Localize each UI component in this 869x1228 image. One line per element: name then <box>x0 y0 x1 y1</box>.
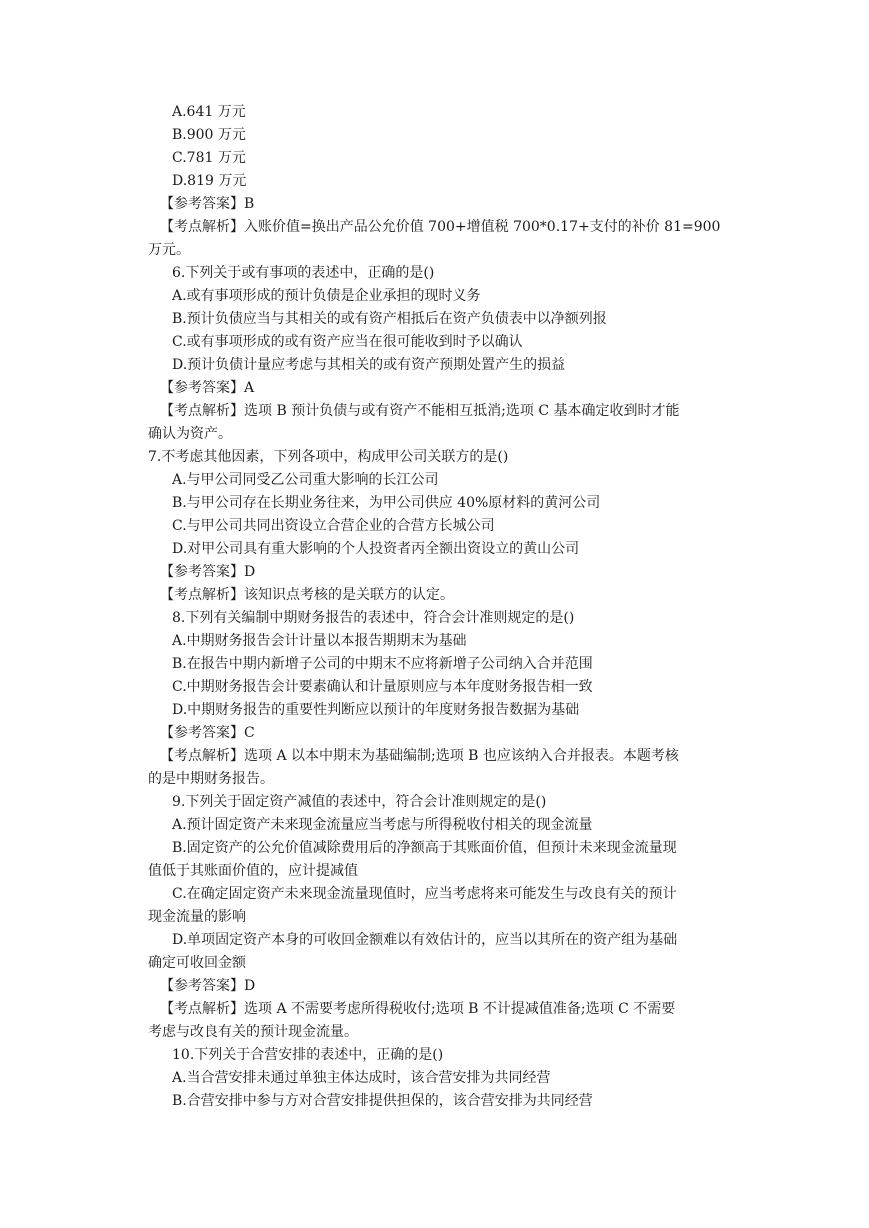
option-line: B.预计负债应当与其相关的或有资产相抵后在资产负债表中以净额列报 <box>172 311 607 327</box>
analysis-continuation: 确认为资产。 <box>148 426 232 442</box>
analysis-line: 【考点解析】选项 A 以本中期末为基础编制;选项 B 也应该纳入合并报表。本题考核 <box>160 748 679 764</box>
option-line: D.中期财务报告的重要性判断应以预计的年度财务报告数据为基础 <box>172 702 580 718</box>
option-line: A.中期财务报告会计计量以本报告期期末为基础 <box>172 633 467 649</box>
question-6: 6.下列关于或有事项的表述中，正确的是() <box>172 265 435 281</box>
option-line: C.中期财务报告会计要素确认和计量原则应与本年度财务报告相一致 <box>172 679 593 695</box>
option-line: B.与甲公司存在长期业务往来，为甲公司供应 40%原材料的黄河公司 <box>172 495 601 511</box>
option-line: A.与甲公司同受乙公司重大影响的长江公司 <box>172 472 439 488</box>
option-line: C.或有事项形成的或有资产应当在很可能收到时予以确认 <box>172 334 523 350</box>
question-7: 7.不考虑其他因素，下列各项中，构成甲公司关联方的是() <box>148 449 509 465</box>
answer-line: 【参考答案】C <box>160 725 255 741</box>
analysis-continuation: 的是中期财务报告。 <box>148 771 274 787</box>
analysis-line: 【考点解析】入账价值=换出产品公允价值 700+增值税 700*0.17+支付的补价 81=900 <box>160 219 721 235</box>
option-line: C.在确定固定资产未来现金流量现值时，应当考虑将来可能发生与改良有关的预计 <box>172 886 677 902</box>
option-line: D.819 万元 <box>172 173 247 189</box>
question-10: 10.下列关于合营安排的表述中，正确的是() <box>172 1047 444 1063</box>
option-line: B.900 万元 <box>172 127 246 143</box>
option-line: A.预计固定资产未来现金流量应当考虑与所得税收付相关的现金流量 <box>172 817 593 833</box>
analysis-line: 【考点解析】选项 B 预计负债与或有资产不能相互抵消;选项 C 基本确定收到时才能 <box>160 403 680 419</box>
option-line: A.641 万元 <box>172 104 246 120</box>
option-continuation: 值低于其账面价值的，应计提减值 <box>148 863 358 879</box>
option-line: D.单项固定资产本身的可收回金额难以有效估计的，应当以其所在的资产组为基础 <box>172 932 678 948</box>
answer-line: 【参考答案】D <box>160 564 256 580</box>
option-continuation: 确定可收回金额 <box>148 955 246 971</box>
analysis-continuation: 万元。 <box>148 242 190 258</box>
option-line: C.与甲公司共同出资设立合营企业的合营方长城公司 <box>172 518 495 534</box>
analysis-line: 【考点解析】选项 A 不需要考虑所得税收付;选项 B 不计提减值准备;选项 C 不需要 <box>160 1001 676 1017</box>
analysis-line: 【考点解析】该知识点考核的是关联方的认定。 <box>160 587 454 603</box>
answer-line: 【参考答案】B <box>160 196 255 212</box>
option-line: D.预计负债计量应考虑与其相关的或有资产预期处置产生的损益 <box>172 357 566 373</box>
question-8: 8.下列有关编制中期财务报告的表述中，符合会计准则规定的是() <box>172 610 575 626</box>
answer-line: 【参考答案】D <box>160 978 256 994</box>
option-continuation: 现金流量的影响 <box>148 909 246 925</box>
option-line: A.或有事项形成的预计负债是企业承担的现时义务 <box>172 288 481 304</box>
question-9: 9.下列关于固定资产减值的表述中，符合会计准则规定的是() <box>172 794 547 810</box>
option-line: A.当合营安排未通过单独主体达成时，该合营安排为共同经营 <box>172 1070 551 1086</box>
option-line: D.对甲公司具有重大影响的个人投资者丙全额出资设立的黄山公司 <box>172 541 580 557</box>
option-line: B.在报告中期内新增子公司的中期末不应将新增子公司纳入合并范围 <box>172 656 593 672</box>
option-line: B.合营安排中参与方对合营安排提供担保的，该合营安排为共同经营 <box>172 1093 593 1109</box>
analysis-continuation: 考虑与改良有关的预计现金流量。 <box>148 1024 358 1040</box>
option-line: C.781 万元 <box>172 150 246 166</box>
option-line: B.固定资产的公允价值减除费用后的净额高于其账面价值，但预计未来现金流量现 <box>172 840 677 856</box>
answer-line: 【参考答案】A <box>160 380 255 396</box>
